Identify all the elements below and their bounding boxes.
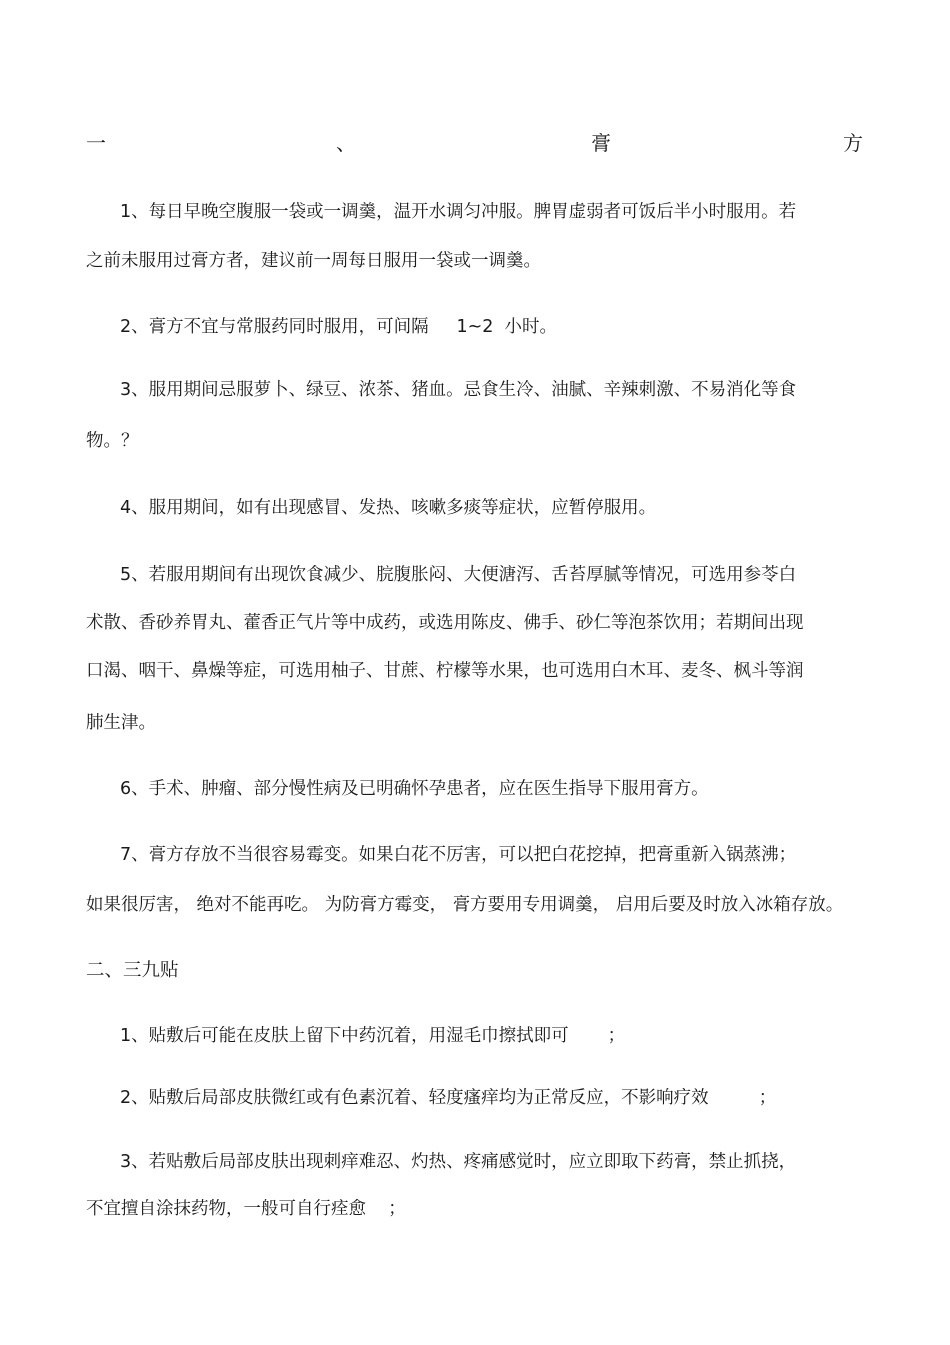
paragraph-line: 不宜擅自涂抹药物，一般可自行痊愈 ； (86, 1199, 406, 1219)
section2-title: 二、三九贴 (86, 960, 179, 981)
paragraph-line: 口渴、咽干、鼻燥等症，可选用柚子、甘蔗、柠檬等水果，也可选用白木耳、麦冬、枫斗等润 (86, 661, 804, 681)
paragraph-line: 6、手术、肿瘤、部分慢性病及已明确怀孕患者，应在医生指导下服用膏方。 (120, 779, 709, 799)
section1-title-char-4: 方 (843, 131, 863, 155)
paragraph-line: 4、服用期间，如有出现感冒、发热、咳嗽多痰等症状，应暂停服用。 (120, 498, 657, 518)
paragraph-line: 术散、香砂养胃丸、藿香正气片等中成药，或选用陈皮、佛手、砂仁等泡茶饮用；若期间出现 (86, 613, 804, 633)
paragraph-line: 3、若贴敷后局部皮肤出现刺痒难忍、灼热、疼痛感觉时，应立即取下药膏，禁止抓挠， (120, 1152, 797, 1172)
paragraph-line: 2、贴敷后局部皮肤微红或有色素沉着、轻度瘙痒均为正常反应，不影响疗效 ； (120, 1088, 777, 1108)
paragraph-line: 2、膏方不宜与常服药同时服用，可间隔 1~2 小时。 (120, 317, 558, 337)
paragraph-line: 肺生津。 (86, 713, 156, 733)
paragraph-line: 1、贴敷后可能在皮肤上留下中药沉着，用湿毛巾擦拭即可 ； (120, 1026, 626, 1046)
paragraph-line: 之前未服用过膏方者，建议前一周每日服用一袋或一调羹。 (86, 251, 541, 271)
paragraph-line: 物。？ (86, 431, 139, 451)
paragraph-line: 1、每日早晚空腹服一袋或一调羹，温开水调匀冲服。脾胃虚弱者可饭后半小时服用。若 (120, 202, 797, 222)
paragraph-line: 5、若服用期间有出现饮食减少、脘腹胀闷、大便溏泻、舌苔厚腻等情况，可选用参苓白 (120, 565, 797, 585)
section1-title-char-3: 膏 (591, 131, 611, 155)
section1-title-char-1: 一 (86, 131, 106, 155)
paragraph-line: 3、服用期间忌服萝卜、绿豆、浓茶、猪血。忌食生冷、油腻、辛辣刺激、不易消化等食 (120, 380, 797, 400)
paragraph-line: 7、膏方存放不当很容易霉变。如果白花不厉害，可以把白花挖掉，把膏重新入锅蒸沸； (120, 845, 797, 865)
section1-title-char-2: 、 (336, 131, 356, 155)
paragraph-line: 如果很厉害， 绝对不能再吃。 为防膏方霉变， 膏方要用专用调羹， 启用后要及时放入冰箱存放。 (86, 895, 844, 915)
